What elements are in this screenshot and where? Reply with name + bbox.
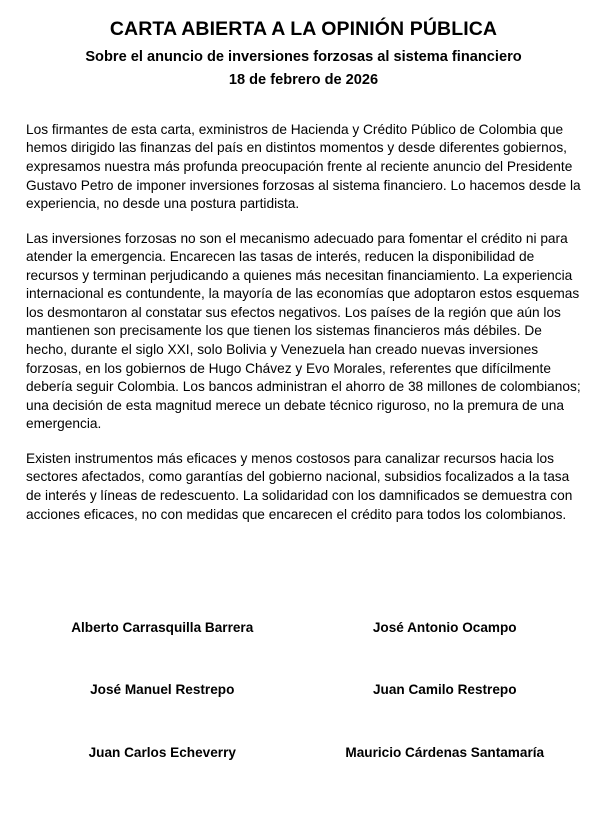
paragraph: Las inversiones forzosas no son el mecanismo adecuado para fomentar el crédito ni para atender la emergencia. Encarecen las tasas de interés, reducen la disponibilidad de recursos y terminan perjudicando a quienes más necesitan financiamiento. La experiencia internacional es contundente, la mayoría de las economías que adoptaron estos esquemas los desmontaron al constatar sus efectos negativos. Los países de la región que aún los mantienen son precisamente los que tienen los sistemas financieros más débiles. De hecho, durante el siglo XXI, solo Bolivia y Venezuela han creado nuevas inversiones forzosas, en los gobiernos de Hugo Chávez y Evo Morales, referentes que difícilmente debería seguir Colombia. Los bancos administran el ahorro de 38 millones de colombianos; una decisión de esta magnitud merece un debate técnico riguroso, no la premura de una emergencia. bbox=[26, 230, 581, 432]
paragraph: Los firmantes de esta carta, exministros de Hacienda y Crédito Público de Colombia que hemos dirigido las finanzas del país en distintos momentos y desde diferentes gobiernos, expresamos nuestra más profunda preocupación frente al reciente anuncio del Presidente Gustavo Petro de imponer inversiones forzosas al sistema financiero. Lo hacemos desde la experiencia, no desde una postura partidista. bbox=[26, 121, 581, 212]
page-title: CARTA ABIERTA A LA OPINIÓN PÚBLICA bbox=[109, 18, 498, 40]
letter-body bbox=[26, 121, 581, 524]
signature-row bbox=[26, 682, 581, 698]
signatory-name: José Manuel Restrepo bbox=[90, 682, 235, 698]
signatory-name: José Antonio Ocampo bbox=[372, 620, 517, 635]
signature-row bbox=[26, 620, 581, 636]
signatory-name: Mauricio Cárdenas Santamaría bbox=[345, 744, 545, 760]
signatory-name: Juan Camilo Restrepo bbox=[372, 682, 517, 698]
signatory-name: Juan Carlos Echeverry bbox=[88, 744, 236, 760]
signatory-name: Alberto Carrasquilla Barrera bbox=[71, 620, 254, 635]
paragraph: Existen instrumentos más eficaces y menos costosos para canalizar recursos hacia los sectores afectados, como garantías del gobierno nacional, subsidios focalizados a la tasa de interés y líneas de redescuento. La solidaridad con los damnificados se demuestra con acciones eficaces, no con medidas que encarecen el crédito para todos los colombianos. bbox=[26, 450, 573, 522]
page-date: 18 de febrero de 2026 bbox=[228, 71, 379, 88]
page-subtitle: Sobre el anuncio de inversiones forzosas al sistema financiero bbox=[85, 49, 522, 66]
signature-block bbox=[26, 620, 581, 761]
signature-row bbox=[26, 745, 581, 761]
